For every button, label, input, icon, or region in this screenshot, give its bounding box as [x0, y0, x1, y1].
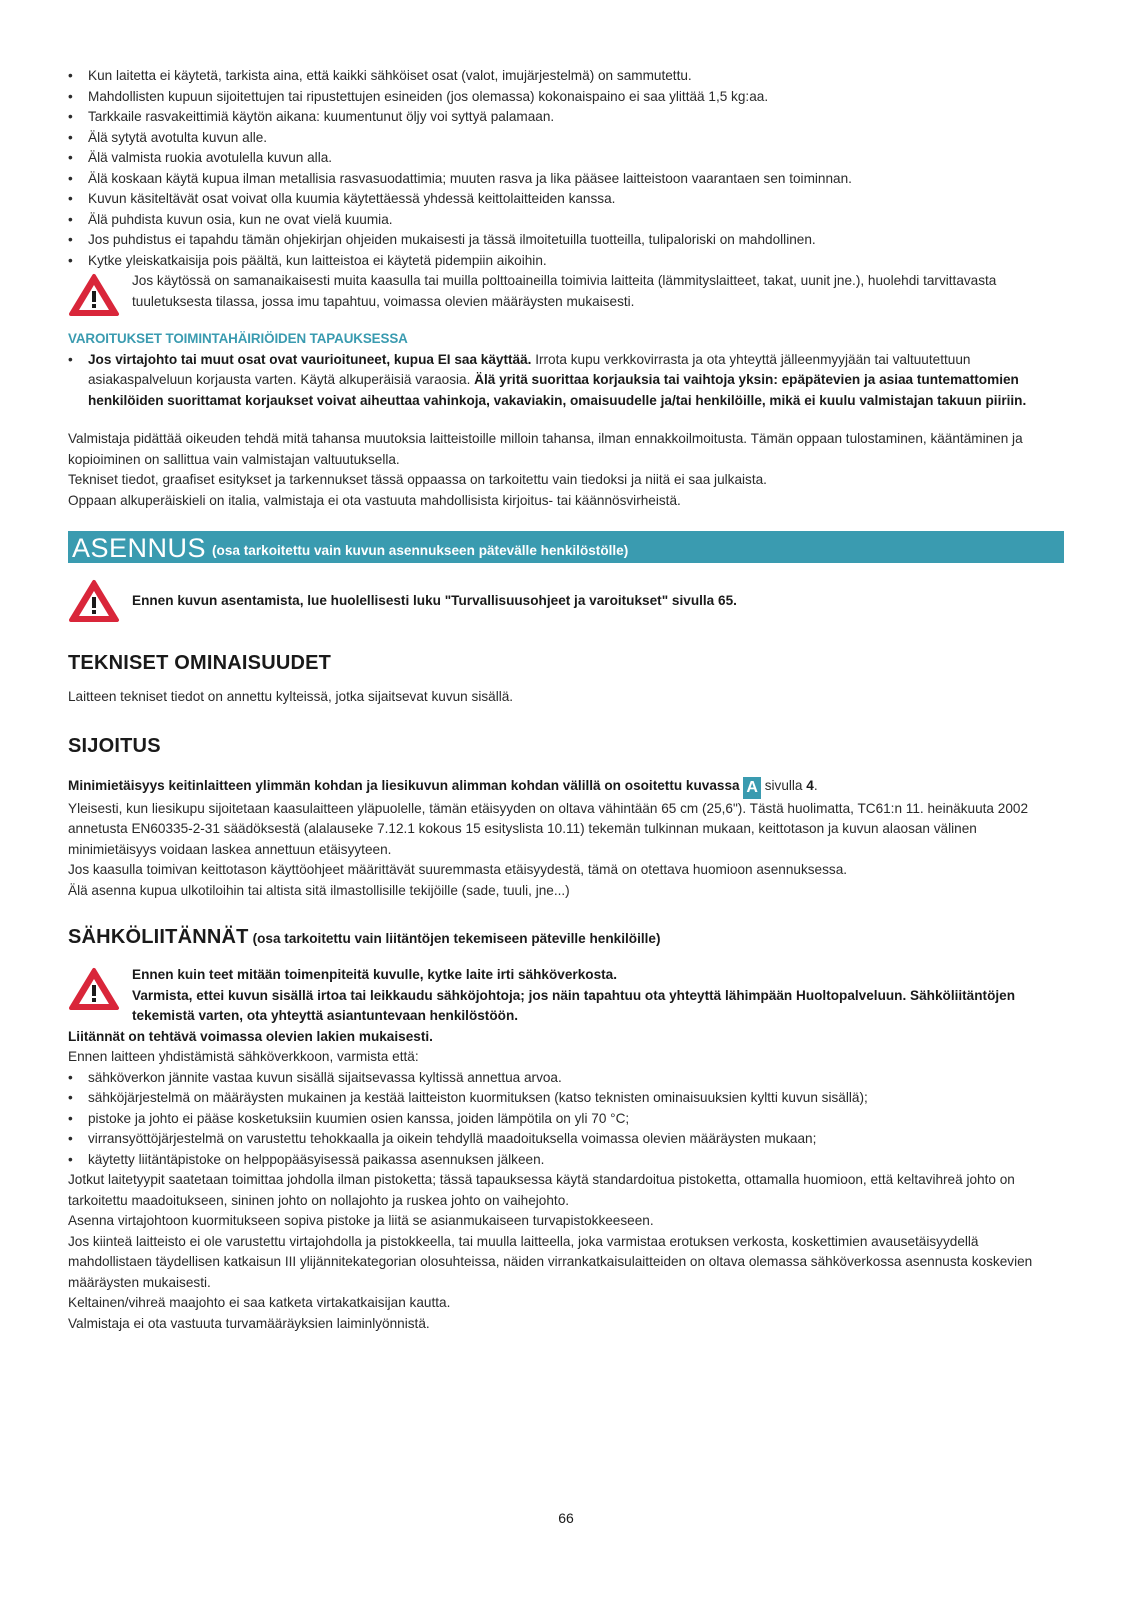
- malfunction-list: [68, 350, 1064, 412]
- list-item: • sähköjärjestelmä on määräysten mukainen ja kestää laitteiston kuormituksen (katso teknisten ominaisuuksien kyltti kuvun sisällä);: [68, 1088, 1064, 1109]
- list-item: • Älä puhdista kuvun osia, kun ne ovat vielä kuumia.: [68, 210, 1064, 231]
- heading-sijoitus: SIJOITUS: [68, 734, 161, 757]
- page-ref-end: .: [813, 777, 818, 793]
- malfunction-bold-2: Älä yritä suorittaa korjauksia tai vaihtoja yksin: epäpätevien ja asiaa tuntemattomien henkilöiden suorittamat korjaukset voivat aiheuttaa vahinkoja, vakaviakin, omaisuudelle ja/tai henkilöille, mikä ei kuulu valmistajan takuun piiriin.: [88, 372, 1027, 408]
- warning-triangle-icon: [68, 273, 120, 317]
- list-item: • Älä sytytä avotulta kuvun alle.: [68, 128, 1064, 149]
- list-item: • Kytke yleiskatkaisija pois päältä, kun laitteistoa ei käytetä pidempiin aikoihin.: [68, 251, 1064, 272]
- gas-warning-text: Jos käytössä on samanaikaisesti muita kaasulla tai muilla polttoaineilla toimivia laitteita (lämmityslaitteet, takat, uunit jne.), huolehdi tarvittavasta tuuletuksesta tilassa, jossa imu tapahtuu, voimassa olevien määräysten mukaisesti.: [132, 273, 997, 309]
- disclaimer-block: [68, 429, 1064, 511]
- warning-triangle-icon: [68, 579, 120, 623]
- install-warning-text: Ennen kuvun asentamista, lue huolellisesti luku "Turvallisuusohjeet ja varoitukset" sivulla 65.: [132, 592, 737, 608]
- sahko-title: SÄHKÖLIITÄNNÄT: [68, 926, 249, 948]
- page-ref-text: sivulla: [760, 777, 807, 793]
- electric-checklist: [68, 1068, 1064, 1171]
- sijoitus-bold: Minimietäisyys keitinlaitteen ylimmän kohdan ja liesikuvun alimman kohdan välillä on osoitettu kuvassa: [68, 777, 740, 793]
- disclaimer-paragraph: Oppaan alkuperäiskieli on italia, valmistaja ei ota vastuuta mahdollisista kirjoitus- tai käännösvirheistä.: [68, 492, 681, 508]
- electric-paragraph: Jotkut laitetyypit saatetaan toimittaa johdolla ilman pistoketta; tässä tapauksessa käytä standardoitua pistoketta, ottamalla huomioon, että keltavihreä johto on tarkoitettu maadoitukseen, sininen johto on nollajohto ja ruskea johto on vaihejohto.: [68, 1172, 1015, 1208]
- disclaimer-paragraph: Valmistaja pidättää oikeuden tehdä mitä tahansa muutoksia laitteistoille milloin tahansa, ilman ennakkoilmoitusta. Tämän oppaan tulostaminen, kääntäminen ja kopioiminen on sallittua vain valmistajan valtuutuksella.: [68, 431, 1023, 467]
- malfunction-bold-1: Jos virtajohto tai muut osat ovat vaurioituneet, kupua EI saa käyttää.: [88, 351, 532, 367]
- page-content: [68, 66, 1064, 1334]
- list-item: • sähköverkon jännite vastaa kuvun sisällä sijaitsevassa kyltissä annettua arvoa.: [68, 1068, 1064, 1089]
- install-warning: [68, 577, 1064, 625]
- sahko-subtitle: (osa tarkoitettu vain liitäntöjen tekemiseen päteville henkilöille): [252, 931, 661, 946]
- electric-warning: [68, 965, 1064, 1027]
- page-number: 66: [558, 1510, 574, 1526]
- electric-paragraph: Asenna virtajohtoon kuormitukseen sopiva pistoke ja liitä se asianmukaiseen turvapistokkeeseen.: [68, 1213, 654, 1228]
- list-item: • Kun laitetta ei käytetä, tarkista aina, että kaikki sähköiset osat (valot, imujärjestelmä) on sammutettu.: [68, 66, 1064, 87]
- heading-sahkoliitannat: [68, 925, 1064, 951]
- sijoitus-lead: [68, 776, 1064, 799]
- malfunction-text-1: Irrota kupu verkkovirrasta ja ota yhteyttä jälleenmyyjään tai valtuutettuun asiakaspalveluun korjausta varten. Käytä alkuperäisiä varaosia.: [88, 351, 971, 387]
- list-item: • Jos puhdistus ei tapahdu tämän ohjekirjan ohjeiden mukaisesti ja tässä ilmoitetuilla tuotteilla, tulipaloriski on mahdollinen.: [68, 230, 1064, 251]
- banner-subtitle: (osa tarkoitettu vain kuvun asennukseen pätevälle henkilöstölle): [212, 543, 629, 558]
- safety-list: [68, 66, 1064, 271]
- list-item: • virransyöttöjärjestelmä on varustettu tehokkaalla ja oikein tehdyllä maadoituksella voimassa olevien määräysten mukaan;: [68, 1129, 1064, 1150]
- list-item: • Älä koskaan käytä kupua ilman metallisia rasvasuodattimia; muuten rasva ja lika pääsee laitteistoon vaarantaen sen toiminnan.: [68, 169, 1064, 190]
- malfunction-item: [68, 350, 1064, 412]
- warning-triangle-icon: [68, 967, 120, 1011]
- list-item: • Älä valmista ruokia avotulella kuvun alla.: [68, 148, 1064, 169]
- disclaimer-paragraph: Tekniset tiedot, graafiset esitykset ja tarkennukset tässä oppaassa on tarkoitettu vain tiedoksi ja niitä ei saa julkaista.: [68, 472, 767, 487]
- tekniset-text: Laitteen tekniset tiedot on annettu kylteissä, jotka sijaitsevat kuvun sisällä.: [68, 689, 514, 704]
- section-banner-asennus: [68, 531, 1064, 563]
- electric-paragraph: Keltainen/vihreä maajohto ei saa katketa virtakatkaisijan kautta.: [68, 1295, 451, 1310]
- sijoitus-paragraph: Jos kaasulla toimivan keittotason käyttöohjeet määrittävät suuremmasta etäisyydestä, tämä on otettava huomioon asennuksessa.: [68, 862, 848, 877]
- electric-warning-2: Varmista, ettei kuvun sisällä irtoa tai leikkaudu sähköjohtoja; jos näin tapahtuu ota yhteyttä lähimpään Huoltopalveluun. Sähköliitäntöjen tekemistä varten, ota yhteyttä asiantuntevaan henkilöstöön.: [132, 987, 1016, 1023]
- list-item: • Tarkkaile rasvakeittimiä käytön aikana: kuumentunut öljy voi syttyä palamaan.: [68, 107, 1064, 128]
- heading-tekniset: TEKNISET OMINAISUUDET: [68, 652, 332, 674]
- electric-warning-1: Ennen kuin teet mitään toimenpiteitä kuvulle, kytke laite irti sähköverkosta.: [132, 967, 617, 982]
- list-item: • Mahdollisten kupuun sijoitettujen tai ripustettujen esineiden (jos olemassa) kokonaispaino ei saa ylittää 1,5 kg:aa.: [68, 87, 1064, 108]
- gas-warning: [68, 271, 1064, 315]
- banner-title: ASENNUS: [72, 533, 207, 563]
- page-ref-number: 4: [806, 777, 814, 793]
- sijoitus-paragraph: Yleisesti, kun liesikupu sijoitetaan kaasulaitteen yläpuolelle, tämän etäisyyden on oltava vähintään 65 cm (25,6"). Tästä huolimatta, TC61:n 11. heinäkuuta 2002 annetusta EN60335-2-31 säädöksestä (alalauseke 7.12.1 kokous 15 esityslista 10.11) tekemän tulkinnan mukaan, keittotason ja kuvun alaosan välinen minimietäisyys voidaan laskea annettuun etäisyyteen.: [68, 800, 1028, 857]
- list-item: • Kuvun käsiteltävät osat voivat olla kuumia käytettäessä yhdessä keittolaitteiden kanssa.: [68, 189, 1064, 210]
- sijoitus-paragraph: Älä asenna kupua ulkotiloihin tai altista sitä ilmastollisille tekijöille (sade, tuuli, jne...): [68, 882, 570, 898]
- malfunction-heading: VAROITUKSET TOIMINTAHÄIRIÖIDEN TAPAUKSESSA: [68, 331, 408, 346]
- list-item: • käytetty liitäntäpistoke on helppopääsyisessä paikassa asennuksen jälkeen.: [68, 1150, 1064, 1171]
- electric-paragraph: Valmistaja ei ota vastuuta turvamääräyksien laiminlyönnistä.: [68, 1315, 430, 1331]
- electric-paragraph: Jos kiinteä laitteisto ei ole varustettu virtajohdolla ja pistokkeella, tai muulla laitteella, joka varmistaa erotuksen verkosta, koskettimien avausetäisyydellä mahdollistaen täydellisen katkaisun III ylijännitekategorian olosuhteissa, näiden virrankatkaisulaitteiden on oltava olemassa sähköverkossa asennusta koskevien määräysten mukaisesti.: [68, 1233, 1033, 1290]
- check-intro: Ennen laitteen yhdistämistä sähköverkkoon, varmista että:: [68, 1049, 419, 1064]
- list-item: • pistoke ja johto ei pääse kosketuksiin kuumien osien kanssa, joiden lämpötila on yli 70 °C;: [68, 1109, 1064, 1130]
- law-notice: Liitännät on tehtävä voimassa olevien lakien mukaisesti.: [68, 1028, 433, 1044]
- figure-ref-badge: A: [743, 777, 761, 799]
